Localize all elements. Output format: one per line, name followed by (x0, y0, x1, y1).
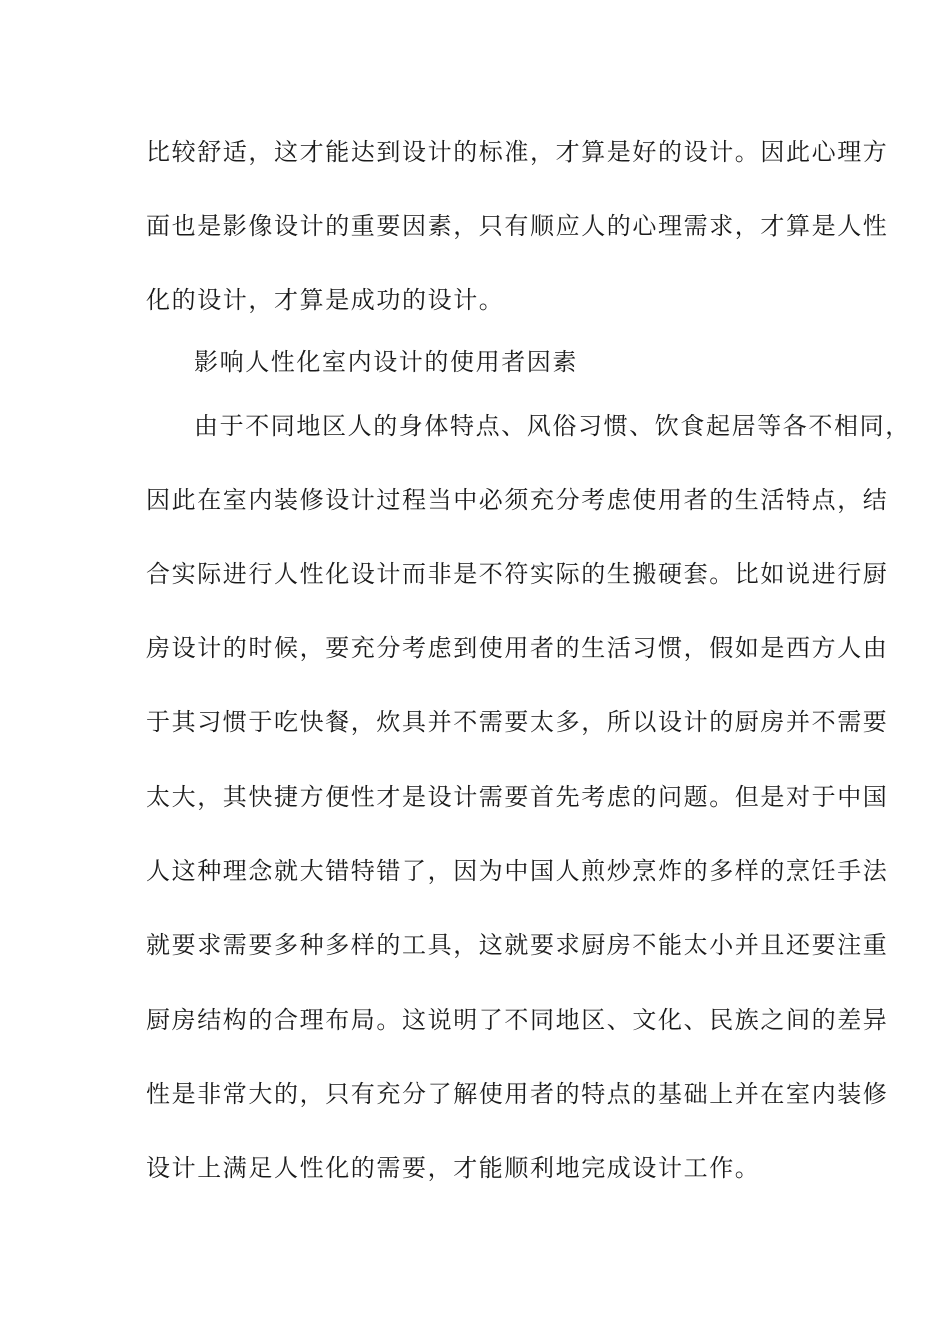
text-line: 就要求需要多种多样的工具，这就要求厨房不能太小并且还要注重 (146, 931, 889, 959)
text-line: 太大，其快捷方便性才是设计需要首先考虑的问题。但是对于中国 (146, 783, 889, 811)
section-heading: 影响人性化室内设计的使用者因素 (194, 348, 578, 376)
text-line: 房设计的时候，要充分考虑到使用者的生活习惯，假如是西方人由 (146, 634, 889, 662)
text-line: 化的设计，才算是成功的设计。 (146, 286, 505, 314)
text-line: 因此在室内装修设计过程当中必须充分考虑使用者的生活特点，结 (146, 486, 889, 514)
text-line: 性是非常大的，只有充分了解使用者的特点的基础上并在室内装修 (146, 1080, 889, 1108)
text-line: 合实际进行人性化设计而非是不符实际的生搬硬套。比如说进行厨 (146, 560, 889, 588)
text-line: 厨房结构的合理布局。这说明了不同地区、文化、民族之间的差异 (146, 1006, 889, 1034)
text-line: 比较舒适，这才能达到设计的标准，才算是好的设计。因此心理方 (146, 138, 889, 166)
text-line: 面也是影像设计的重要因素，只有顺应人的心理需求，才算是人性 (146, 212, 889, 240)
text-line: 于其习惯于吃快餐，炊具并不需要太多，所以设计的厨房并不需要 (146, 708, 889, 736)
text-line: 设计上满足人性化的需要，才能顺利地完成设计工作。 (146, 1154, 761, 1182)
text-line: 由于不同地区人的身体特点、风俗习惯、饮食起居等各不相同， (194, 412, 911, 440)
text-line: 人这种理念就大错特错了，因为中国人煎炒烹炸的多样的烹饪手法 (146, 857, 889, 885)
